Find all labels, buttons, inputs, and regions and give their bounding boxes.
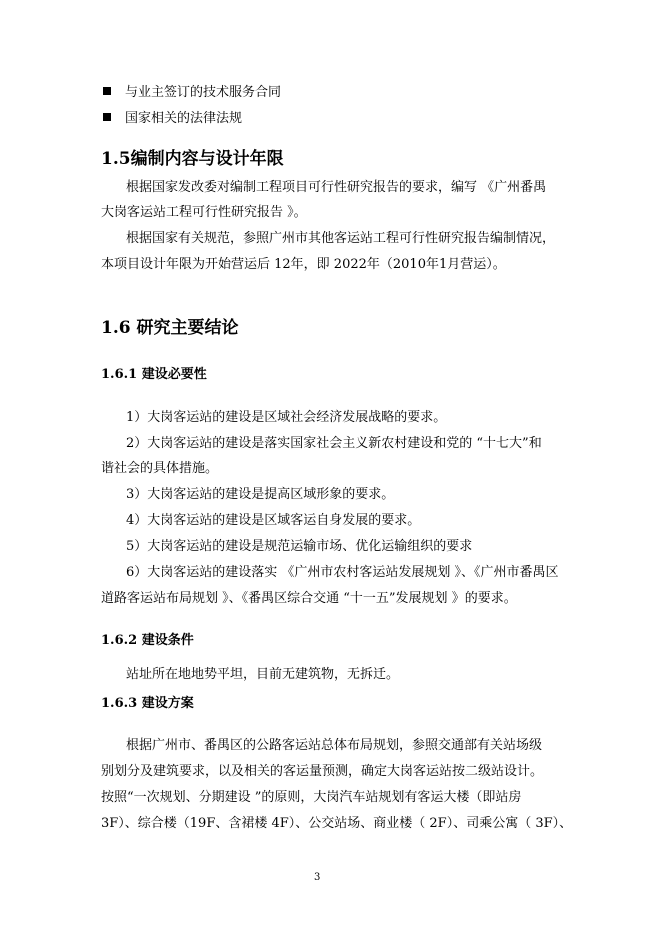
subsection-heading: 1.6.2 建设条件 [101, 633, 194, 648]
list-item: 4）大岗客运站的建设是区域客运自身发展的要求。 [126, 513, 421, 528]
list-item: 谐社会的具体措施。 [101, 461, 219, 476]
section-heading: 1.5编制内容与设计年限 [101, 149, 284, 169]
list-item: 道路客运站布局规划 》、《番禺区综合交通 “十一五”发展规划 》的要求。 [101, 591, 517, 606]
list-item: 3）大岗客运站的建设是提高区域形象的要求。 [126, 487, 395, 502]
square-bullet-icon [103, 113, 111, 121]
page-number: 3 [314, 872, 321, 883]
list-item: 6）大岗客运站的建设落实 《广州市农村客运站发展规划 》、《广州市番禺区 [126, 565, 559, 580]
subsection-heading: 1.6.3 建设方案 [101, 696, 194, 711]
paragraph-line: 根据广州市、番禺区的公路客运站总体布局规划，参照交通部有关站场级 [126, 738, 543, 753]
paragraph-line: 根据国家有关规范，参照广州市其他客运站工程可行性研究报告编制情况， [126, 231, 556, 246]
paragraph-line: 站址所在地地势平坦，目前无建筑物，无拆迁。 [126, 667, 400, 682]
square-bullet-icon [103, 87, 111, 95]
paragraph-line: 根据国家发改委对编制工程项目可行性研究报告的要求，编写 《广州番禺 [126, 180, 547, 195]
list-item: 1）大岗客运站的建设是区域社会经济发展战略的要求。 [126, 410, 447, 425]
list-item: 2）大岗客运站的建设是落实国家社会主义新农村建设和党的 “十七大”和 [126, 436, 542, 451]
list-item: 5）大岗客运站的建设是规范运输市场、优化运输组织的要求 [126, 539, 473, 554]
paragraph-line: 本项目设计年限为开始营运后 12年，即 2022年（2010年1月营运）。 [101, 257, 506, 272]
paragraph-line: 大岗客运站工程可行性研究报告 》。 [101, 205, 307, 220]
bullet-item: 国家相关的法律法规 [103, 110, 242, 128]
section-heading: 1.6 研究主要结论 [101, 318, 239, 338]
paragraph-line: 按照“一次规划、分期建设 ”的原则，大岗汽车站规划有客运大楼（即站房 [101, 790, 522, 805]
subsection-heading: 1.6.1 建设必要性 [101, 367, 207, 382]
paragraph-line: 3F）、综合楼（19F、含裙楼 4F）、公交站场、商业楼（ 2F）、司乘公寓（ 3F）、 [101, 816, 573, 831]
bullet-item: 与业主签订的技术服务合同 [103, 84, 281, 102]
paragraph-line: 别划分及建筑要求，以及相关的客运量预测，确定大岗客运站按二级站设计。 [101, 764, 544, 779]
